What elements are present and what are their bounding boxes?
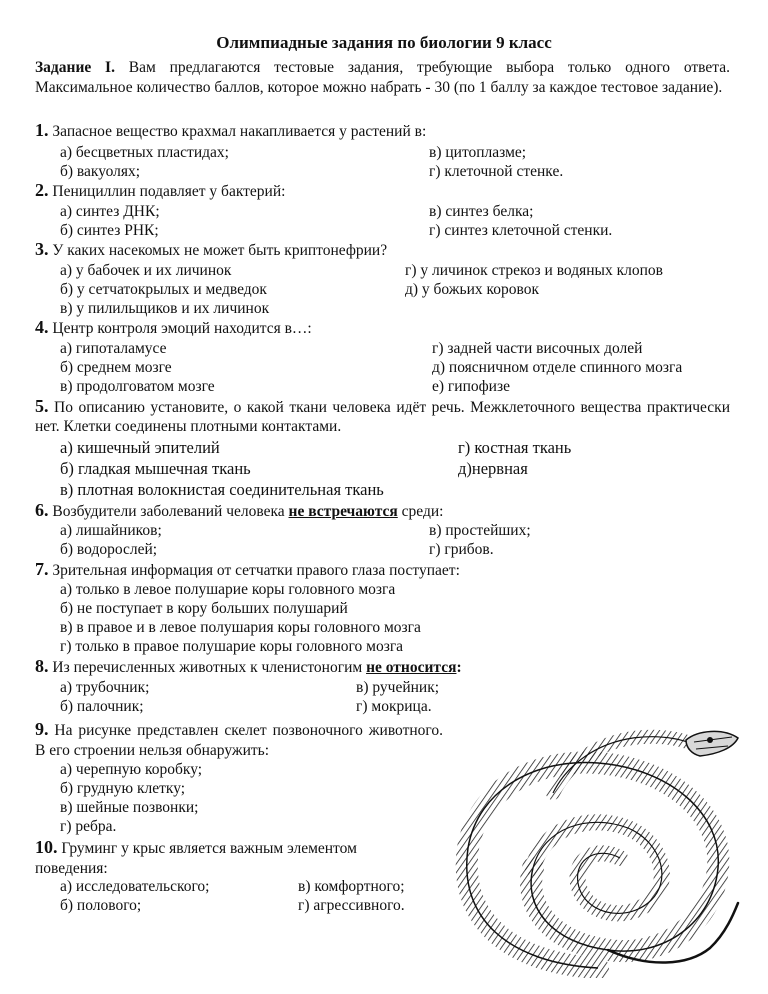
page-title: Олимпиадные задания по биологии 9 класс [216,33,552,52]
question-emphasis: не относится [366,659,457,676]
question-text: Пенициллин подавляет у бактерий: [48,183,286,200]
answer-option: б) вакуолях; [60,163,141,180]
answer-option: б) синтез РНК; [60,222,159,239]
question-text-end: среди: [397,503,444,520]
answer-option: г) у личинок стрекоз и водяных клопов [405,262,663,279]
answer-option: а) синтез ДНК; [60,203,160,220]
question-5 [35,397,735,436]
answer-option: а) черепную коробку; [60,761,203,778]
question-number: 5. [35,396,49,416]
question-10 [35,837,430,879]
question-number: 7. [35,559,49,579]
answer-option: г) мокрица. [356,698,432,715]
answer-option: б) грудную клетку; [60,780,186,797]
answer-option: е) гипофизе [432,378,510,395]
question-text: Возбудители заболеваний человека [48,503,289,520]
answer-option: в) в правое и в левое полушария коры головного мозга [60,619,421,636]
question-text: Из перечисленных животных к членистоногим [48,659,367,676]
question-6 [35,501,735,521]
question-1 [35,121,735,141]
question-number: 3. [35,239,49,259]
question-text: Центр контроля эмоций находится в…: [48,320,312,337]
answer-option: в) ручейник; [356,679,440,696]
answer-option: в) простейших; [429,522,531,539]
answer-option: а) лишайников; [60,522,162,539]
answer-option: б) у сетчатокрылых и медведок [60,281,267,298]
answer-option: а) гипоталамусе [60,340,167,357]
answer-option: б) не поступает в кору больших полушарий [60,600,348,617]
question-4 [35,318,735,338]
question-text: На рисунке представлен скелет позвоночного животного. В его строении нельзя обнаружить: [35,722,443,759]
answer-option: а) трубочник; [60,679,150,696]
answer-option: б) полового; [60,897,142,914]
question-3 [35,240,735,260]
answer-option: г) задней части височных долей [432,340,643,357]
answer-option: г) грибов. [429,541,494,558]
question-text-end: : [456,659,462,676]
task-label: Задание I. [35,59,115,76]
answer-option: б) водорослей; [60,541,158,558]
answer-option: д) поясничном отделе спинного мозга [432,359,683,376]
answer-option: г) ребра. [60,818,117,835]
answer-option: а) у бабочек и их личинок [60,262,232,279]
question-text: Зрительная информация от сетчатки правого глаза поступает: [48,562,460,579]
question-text: Груминг у крыс является важным элементом поведения: [35,840,357,877]
question-8 [35,657,735,677]
task-intro [35,58,730,98]
question-9 [35,719,445,761]
question-text: Запасное вещество крахмал накапливается у растений в: [48,123,427,140]
answer-option: в) плотная волокнистая соединительная ткань [60,480,384,499]
question-7 [35,560,735,580]
answer-option: б) среднем мозге [60,359,172,376]
answer-option: б) гладкая мышечная ткань [60,459,251,478]
question-number: 10. [35,837,58,857]
answer-option: в) продолговатом мозге [60,378,215,395]
question-number: 9. [35,719,49,739]
question-emphasis: не встречаются [288,503,398,520]
question-text: По описанию установите, о какой ткани человека идёт речь. Межклеточного вещества практически нет. Клетки соединены плотными контактами. [35,399,730,435]
answer-option: а) исследовательского; [60,878,210,895]
answer-option: в) у пилильщиков и их личинок [60,300,270,317]
answer-option: г) клеточной стенке. [429,163,564,180]
answer-option: д)нервная [458,459,528,478]
question-text: У каких насекомых не может быть криптонефрии? [48,242,388,259]
answer-option: г) костная ткань [458,438,572,457]
answer-option: г) синтез клеточной стенки. [429,222,613,239]
answer-option: б) палочник; [60,698,144,715]
answer-option: г) только в правое полушарие коры головного мозга [60,638,404,655]
question-2 [35,181,735,201]
question-number: 6. [35,500,49,520]
question-number: 1. [35,120,49,140]
answer-option: в) комфортного; [298,878,405,895]
answer-option: а) кишечный эпителий [60,438,220,457]
question-number: 4. [35,317,49,337]
snake-skeleton-illustration [448,718,744,978]
question-number: 2. [35,180,49,200]
question-number: 8. [35,656,49,676]
answer-option: а) бесцветных пластидах; [60,144,229,161]
answer-option: в) цитоплазме; [429,144,527,161]
answer-option: в) шейные позвонки; [60,799,199,816]
answer-option: а) только в левое полушарие коры головного мозга [60,581,396,598]
task-instructions: Вам предлагаются тестовые задания, требующие выбора только одного ответа. Максимальное количество баллов, которое можно набрать - 30 (по 1 баллу за каждое тестовое задание). [35,59,730,96]
answer-option: в) синтез белка; [429,203,534,220]
answer-option: д) у божьих коровок [405,281,539,298]
answer-option: г) агрессивного. [298,897,405,914]
